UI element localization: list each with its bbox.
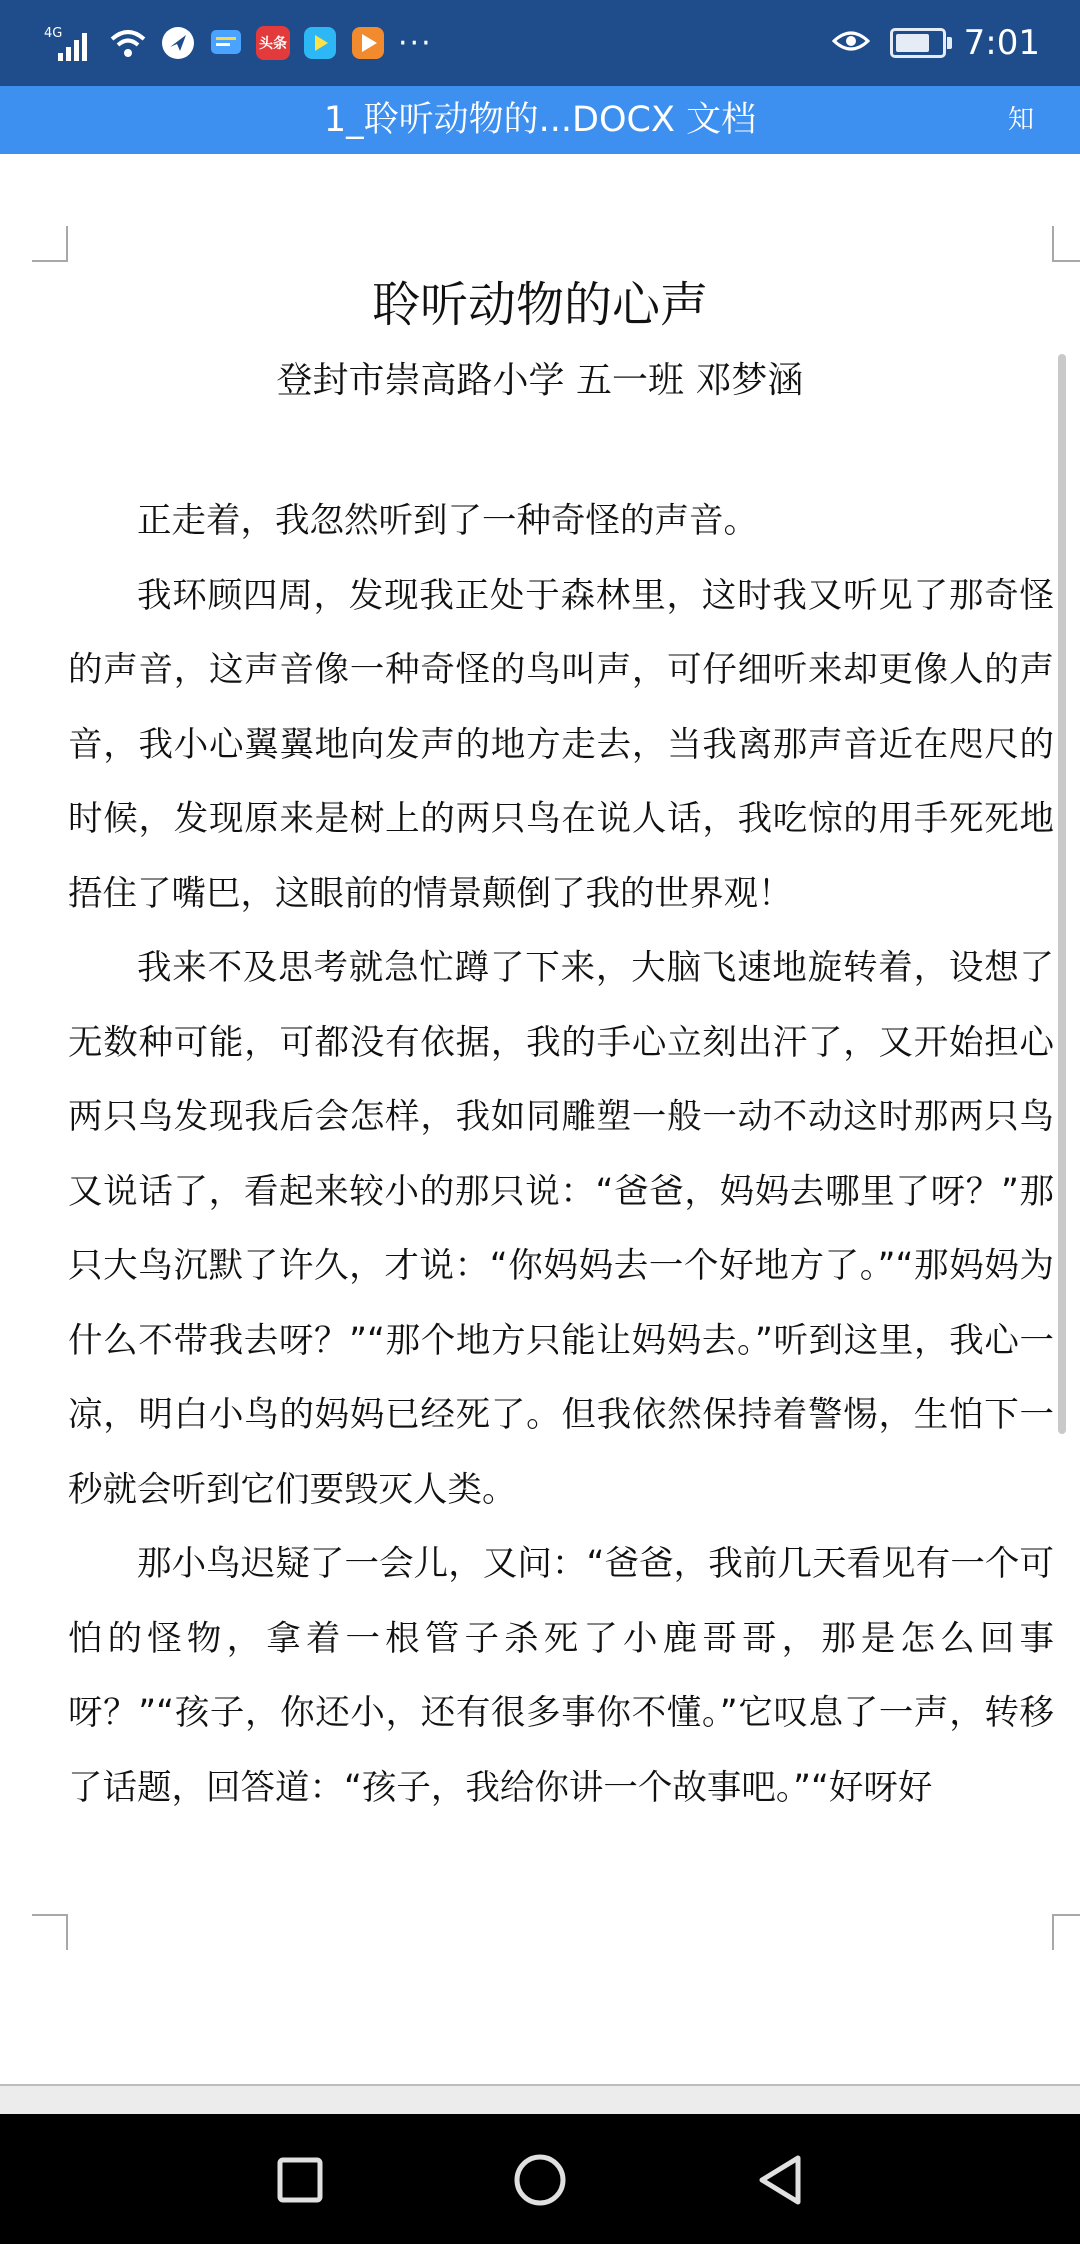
recents-button[interactable]: [270, 2150, 330, 2210]
crop-mark: [1054, 260, 1080, 262]
battery-level: [896, 34, 929, 52]
crop-mark: [32, 260, 68, 262]
status-bar: [0, 0, 1080, 86]
player-app-icon: [350, 25, 386, 61]
status-icons-left: [44, 18, 445, 68]
scrollbar[interactable]: [1058, 354, 1066, 1434]
video-app-icon: [302, 25, 338, 61]
title-bar: [0, 86, 1080, 154]
crop-mark: [66, 1914, 68, 1950]
crop-mark: [32, 1914, 68, 1916]
toutiao-app-badge: 头条: [256, 26, 290, 60]
navigation-bar: [0, 2114, 1080, 2244]
crop-mark: [1054, 1914, 1080, 1916]
document-body: [68, 484, 1054, 1825]
page-gap: [0, 2086, 1080, 2114]
toutiao-app-icon: [256, 26, 290, 60]
zhi-button[interactable]: 知: [1007, 105, 1034, 135]
clock: 7:01: [963, 23, 1040, 63]
document-subtitle: 登封市崇高路小学 五一班 邓梦涵: [276, 360, 804, 401]
home-button[interactable]: [510, 2150, 570, 2210]
network-type-label: 4G: [44, 26, 63, 41]
back-button[interactable]: [750, 2150, 810, 2210]
paragraph: 正走着，我忽然听到了一种奇怪的声音。: [137, 501, 758, 541]
wifi-icon: [108, 25, 148, 61]
battery-icon: [890, 28, 946, 58]
triangle-back-icon: [750, 2150, 810, 2210]
paragraph: 我环顾四周，发现我正处于森林里，这时我又听见了那奇怪的声音，这声音像一种奇怪的鸟叫声，可仔细听来却更像人的声音，我小心翼翼地向发声的地方走去，当我离那声音近在咫尺的时候，发现原来是树上的两只鸟在说人话，我吃惊的用手死死地捂住了嘴巴，这眼前的情景颠倒了我的世界观！: [68, 575, 1054, 914]
crop-mark: [1052, 1914, 1054, 1950]
crop-mark: [1052, 226, 1054, 262]
document-title: 聆听动物的心声: [371, 277, 708, 333]
crop-mark: [66, 226, 68, 262]
status-icons-right: [832, 18, 1040, 68]
more-notifications-indicator: ···: [398, 25, 433, 61]
document-viewer[interactable]: [0, 154, 1080, 2082]
paragraph: 我来不及思考就急忙蹲了下来，大脑飞速地旋转着，设想了无数种可能，可都没有依据，我的手心立刻出汗了，又开始担心两只鸟发现我后会怎样，我如同雕塑一般一动不动这时那两只鸟又说话了，看起来较小的那只说：“爸爸，妈妈去哪里了呀？”那只大鸟沉默了许久，才说：“你妈妈去一个好地方了。”“那妈妈为什么不带我去呀？”“那个地方只能让妈妈去。”听到这里，我心一凉，明白小鸟的妈妈已经死了。但我依然保持着警惕，生怕下一秒就会听到它们要毁灭人类。: [68, 948, 1054, 1510]
document-file-title: 1_聆听动物的...DOCX 文档: [323, 100, 757, 140]
eye-comfort-icon: [832, 27, 870, 59]
signal-icon: [44, 23, 96, 63]
circle-icon: [510, 2150, 570, 2210]
square-icon: [270, 2150, 330, 2210]
paragraph: 那小鸟迟疑了一会儿，又问：“爸爸，我前几天看见有一个可怕的怪物，拿着一根管子杀死了小鹿哥哥，那是怎么回事呀？”“孩子，你还小，还有很多事你不懂。”它叹息了一声，转移了话题，回答道：“孩子，我给你讲一个故事吧。”“好呀好: [68, 1544, 1054, 1808]
messenger-app-icon: [160, 25, 196, 61]
message-app-icon: [208, 25, 244, 61]
